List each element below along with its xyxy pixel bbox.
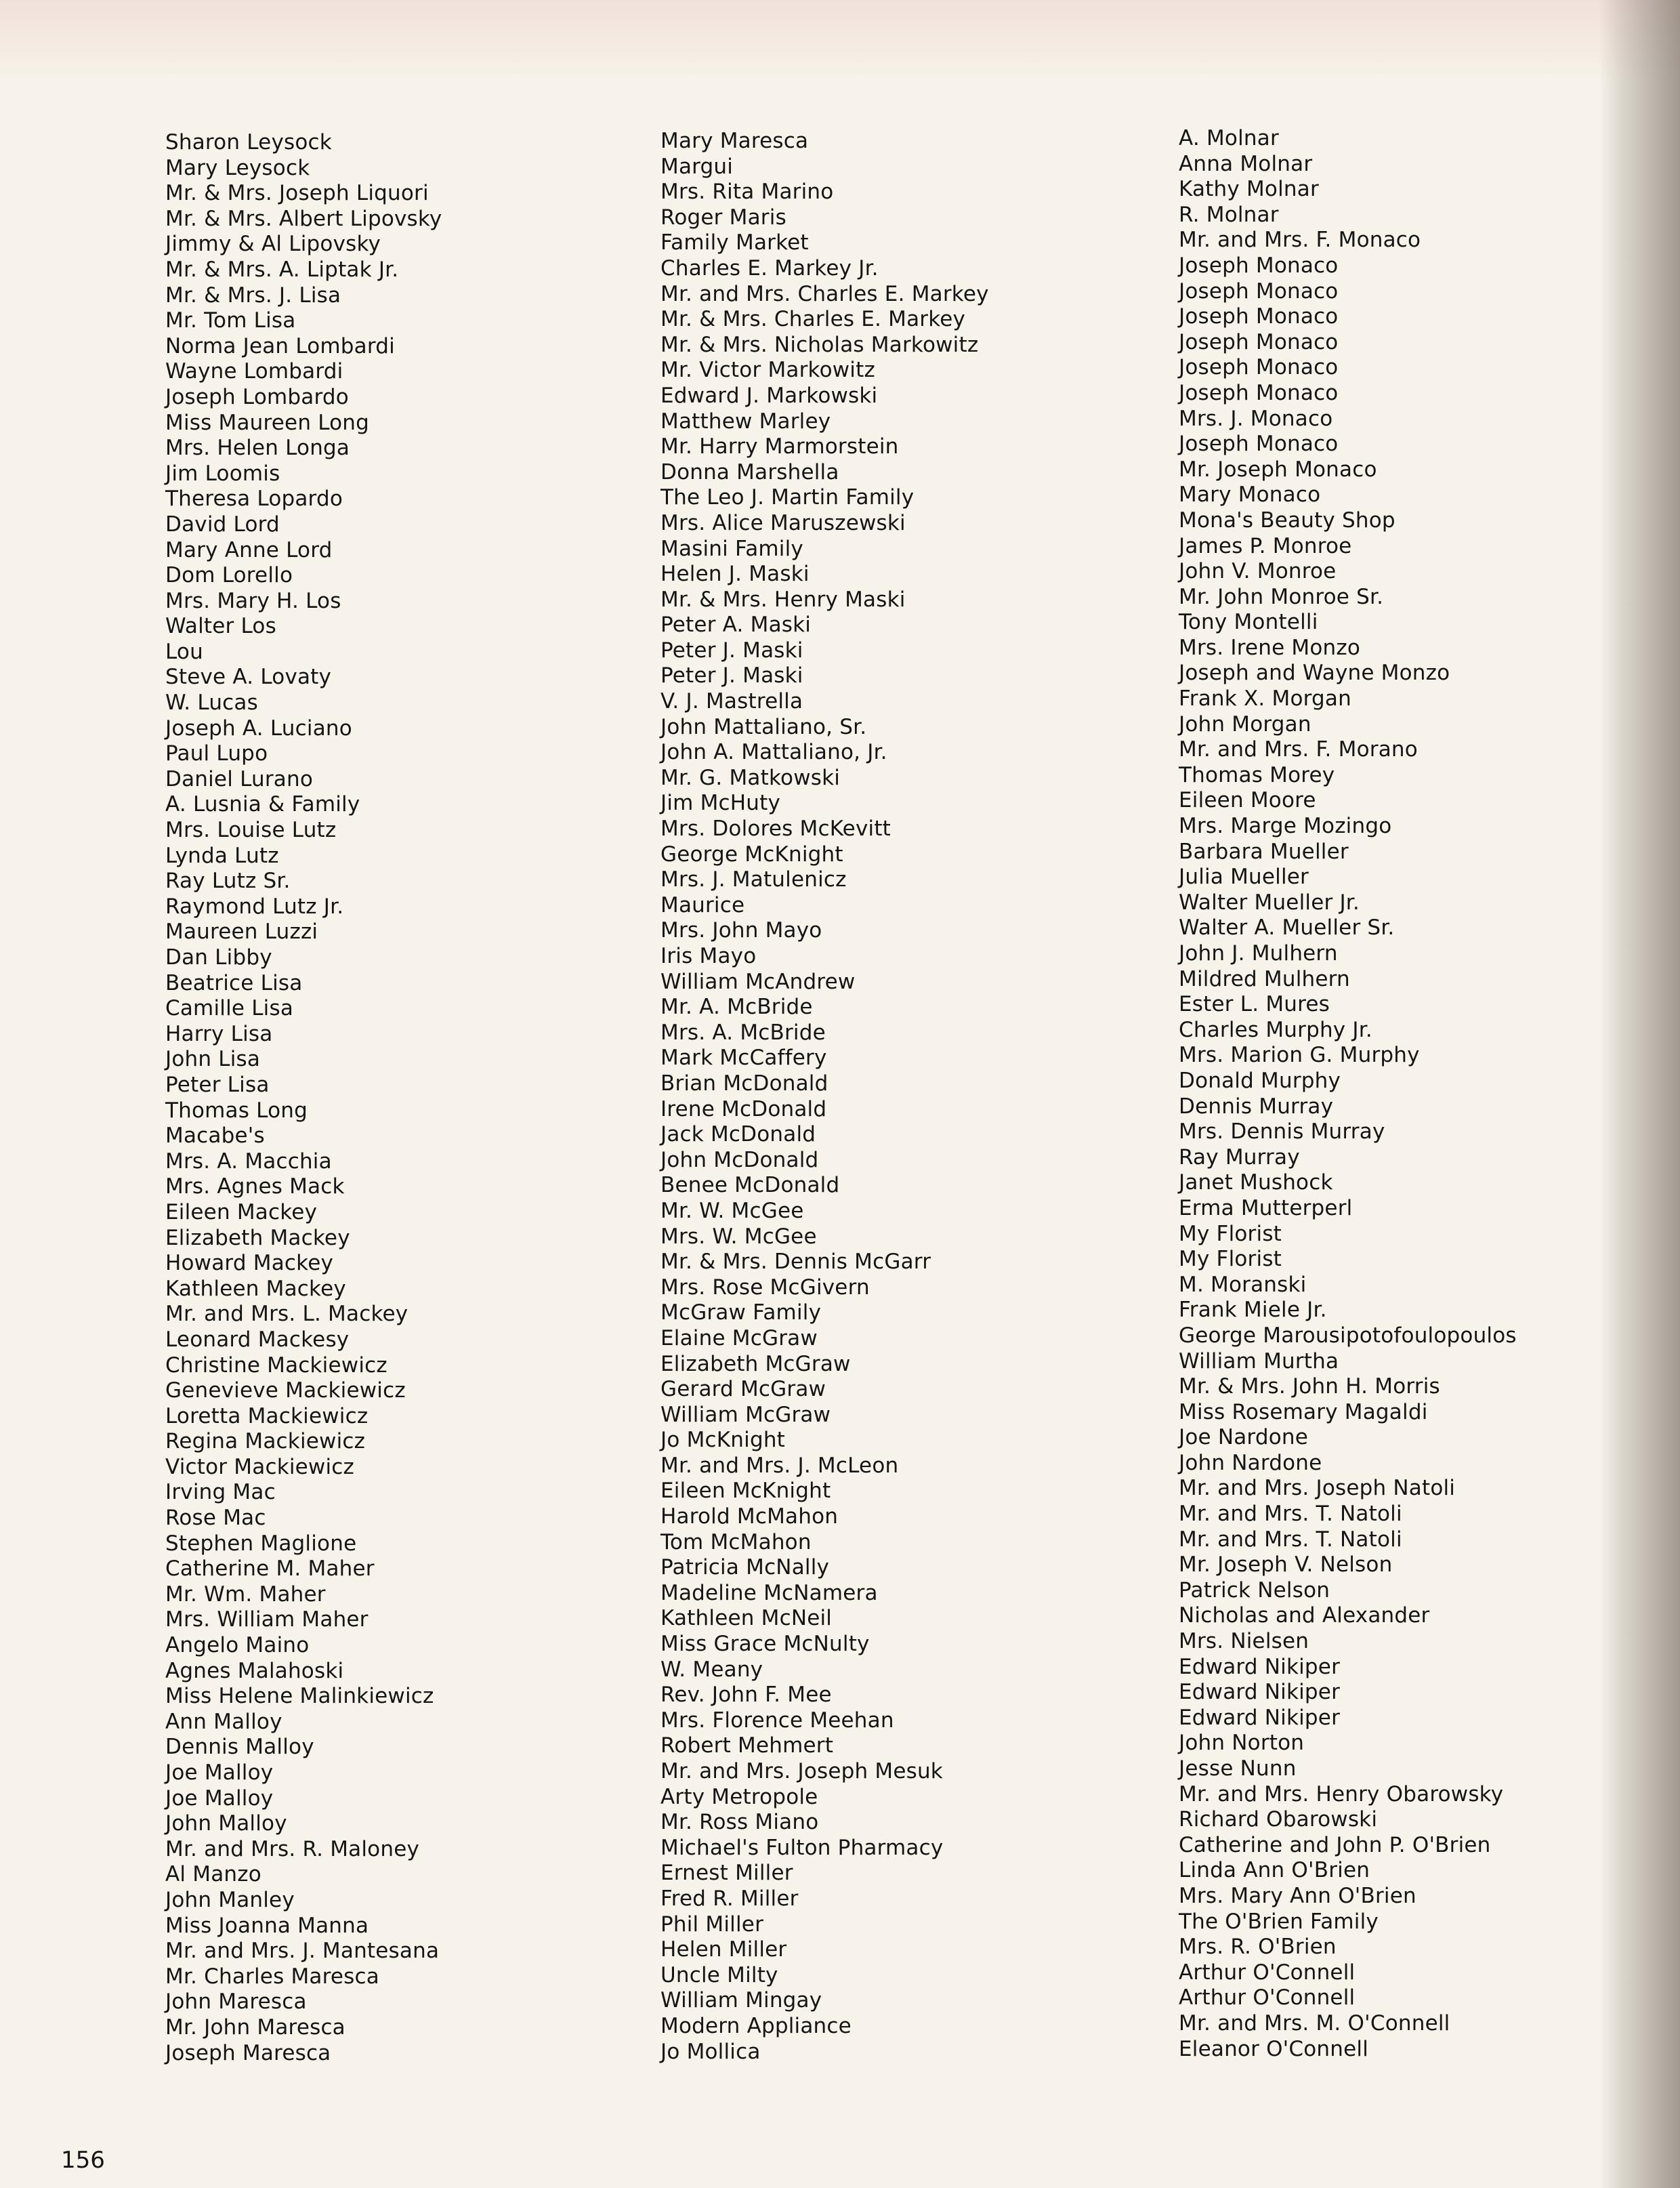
name-entry: Mrs. John Mayo (660, 918, 822, 943)
name-entry: Ray Lutz Sr. (165, 869, 291, 894)
name-entry: Eileen Mackey (165, 1199, 318, 1224)
name-entry: Kathy Molnar (1179, 177, 1319, 202)
name-column-2 (660, 129, 989, 2065)
name-entry: Arthur O'Connell (1179, 1985, 1356, 2010)
page-number: 156 (61, 2147, 105, 2174)
name-entry: Walter Mueller Jr. (1179, 890, 1360, 915)
name-entry: Mary Leysock (165, 155, 310, 180)
name-entry: Joseph Monaco (1179, 380, 1339, 405)
name-entry: Charles E. Markey Jr. (660, 255, 879, 281)
name-entry: Christine Mackiewicz (165, 1353, 387, 1378)
name-entry: Arthur O'Connell (1179, 1960, 1356, 1985)
name-entry: Regina Mackiewicz (165, 1429, 366, 1454)
name-entry: Mr. Joseph Monaco (1179, 457, 1377, 482)
name-entry: Matthew Marley (660, 409, 831, 434)
name-entry: John McDonald (660, 1147, 819, 1172)
name-entry: Dan Libby (165, 945, 272, 970)
name-entry: Fred R. Miller (660, 1886, 799, 1911)
name-entry: Barbara Mueller (1179, 839, 1349, 864)
name-entry: Lynda Lutz (165, 843, 279, 868)
name-entry: Miss Joanna Manna (165, 1913, 369, 1938)
name-entry: John V. Monroe (1179, 559, 1337, 584)
name-entry: John Maresca (165, 1989, 307, 2015)
name-entry: Tom McMahon (660, 1529, 812, 1554)
name-entry: Family Market (660, 230, 809, 255)
name-entry: Mrs. W. McGee (660, 1224, 817, 1249)
name-entry: Rev. John F. Mee (660, 1683, 832, 1708)
name-entry: Mr. & Mrs. A. Liptak Jr. (165, 257, 399, 282)
name-entry: George McKnight (660, 842, 843, 867)
name-entry: Loretta Mackiewicz (165, 1403, 369, 1428)
name-entry: Modern Appliance (660, 2013, 852, 2038)
name-entry: Kathleen Mackey (165, 1276, 346, 1301)
name-entry: David Lord (165, 512, 280, 537)
name-entry: Madeline McNamera (660, 1580, 878, 1605)
name-entry: Peter Lisa (165, 1072, 270, 1097)
name-entry: R. Molnar (1179, 202, 1279, 227)
name-entry: Mr. and Mrs. Henry Obarowsky (1179, 1781, 1504, 1807)
name-entry: Angelo Maino (165, 1633, 310, 1658)
name-entry: Eleanor O'Connell (1179, 2036, 1369, 2061)
name-entry: Mr. & Mrs. Dennis McGarr (660, 1250, 931, 1275)
name-entry: Dennis Malloy (165, 1735, 314, 1760)
name-entry: Mrs. Mary Ann O'Brien (1179, 1883, 1416, 1908)
name-entry: Joseph Lombardo (165, 384, 349, 409)
name-entry: Eileen McKnight (660, 1479, 831, 1504)
name-entry: Mrs. Helen Longa (165, 436, 350, 461)
name-entry: Mrs. Marge Mozingo (1179, 814, 1392, 839)
name-entry: Catherine M. Maher (165, 1556, 375, 1582)
name-entry: Joseph Monaco (1179, 253, 1339, 278)
name-entry: Mr. & Mrs. Nicholas Markowitz (660, 332, 979, 357)
name-entry: Kathleen McNeil (660, 1606, 833, 1631)
name-entry: Jim McHuty (660, 791, 781, 816)
name-entry: My Florist (1179, 1247, 1282, 1272)
name-entry: Michael's Fulton Pharmacy (660, 1835, 944, 1860)
name-entry: John Mattaliano, Sr. (660, 714, 867, 739)
name-entry: Mrs. William Maher (165, 1607, 369, 1632)
name-entry: Peter A. Maski (660, 613, 812, 638)
name-entry: Joe Nardone (1179, 1425, 1308, 1450)
name-entry: Mona's Beauty Shop (1179, 508, 1395, 533)
name-entry: William McGraw (660, 1402, 831, 1427)
name-entry: Mr. and Mrs. Joseph Mesuk (660, 1759, 943, 1783)
name-entry: Charles Murphy Jr. (1179, 1017, 1372, 1042)
name-entry: Frank X. Morgan (1179, 686, 1351, 711)
name-entry: John Lisa (165, 1047, 261, 1072)
name-entry: Joe Malloy (165, 1760, 274, 1785)
name-entry: George Marousipotofoulopoulos (1179, 1323, 1517, 1348)
name-entry: Leonard Mackesy (165, 1327, 350, 1352)
name-entry: William McAndrew (660, 969, 856, 994)
name-entry: Mrs. J. Monaco (1179, 406, 1333, 431)
name-entry: W. Lucas (165, 690, 258, 716)
name-entry: William Mingay (660, 1988, 822, 2013)
name-entry: M. Moranski (1179, 1272, 1307, 1297)
name-entry: Joseph A. Luciano (165, 716, 352, 741)
name-entry: Joseph Monaco (1179, 304, 1339, 329)
name-entry: Thomas Morey (1179, 762, 1335, 787)
name-entry: Elizabeth Mackey (165, 1225, 350, 1250)
name-entry: Beatrice Lisa (165, 970, 303, 995)
name-entry: Benee McDonald (660, 1173, 840, 1198)
name-entry: Ernest Miller (660, 1861, 793, 1886)
name-entry: Mr. Charles Maresca (165, 1964, 379, 1989)
name-entry: Edward Nikiper (1179, 1654, 1341, 1679)
name-entry: Iris Mayo (660, 944, 757, 968)
name-entry: Robert Mehmert (660, 1733, 834, 1758)
name-entry: McGraw Family (660, 1300, 822, 1325)
name-entry: Peter J. Maski (660, 663, 803, 688)
name-entry: Patrick Nelson (1179, 1577, 1330, 1603)
name-entry: Walter A. Mueller Sr. (1179, 915, 1395, 941)
name-entry: Raymond Lutz Jr. (165, 894, 344, 919)
name-entry: James P. Monroe (1179, 533, 1352, 558)
name-entry: Mr. and Mrs. T. Natoli (1179, 1502, 1402, 1527)
name-entry: Mr. and Mrs. F. Morano (1179, 737, 1418, 762)
name-entry: Frank Miele Jr. (1179, 1298, 1327, 1323)
name-entry: Walter Los (165, 614, 276, 639)
name-entry: Janet Mushock (1179, 1170, 1333, 1195)
name-entry: Mrs. Dolores McKevitt (660, 817, 891, 842)
name-entry: Mr. & Mrs. Albert Lipovsky (165, 206, 442, 231)
name-entry: Roger Maris (660, 205, 786, 230)
name-entry: Daniel Lurano (165, 766, 313, 791)
name-entry: Brian McDonald (660, 1071, 828, 1096)
name-entry: Mr. & Mrs. Henry Maski (660, 587, 906, 612)
name-entry: Mrs. Louise Lutz (165, 818, 337, 843)
name-entry: Jim Loomis (165, 461, 280, 486)
name-entry: Jesse Nunn (1179, 1756, 1297, 1781)
name-entry: Mr. and Mrs. J. McLeon (660, 1453, 899, 1478)
name-entry: Jack McDonald (660, 1122, 816, 1147)
name-entry: Helen J. Maski (660, 562, 810, 587)
name-entry: Victor Mackiewicz (165, 1454, 355, 1479)
name-entry: Camille Lisa (165, 996, 294, 1021)
name-entry: Mrs. Nielsen (1179, 1629, 1309, 1654)
name-entry: Mr. and Mrs. Joseph Natoli (1179, 1476, 1456, 1501)
name-entry: Rose Mac (165, 1506, 266, 1531)
name-entry: Arty Metropole (660, 1784, 818, 1809)
name-entry: Macabe's (165, 1123, 265, 1149)
name-entry: William Murtha (1179, 1348, 1339, 1374)
name-entry: Mrs. Florence Meehan (660, 1708, 894, 1733)
name-entry: Dom Lorello (165, 563, 293, 588)
name-entry: Mr. Harry Marmorstein (660, 434, 899, 459)
name-entry: Mr. Victor Markowitz (660, 358, 875, 383)
name-entry: Mr. and Mrs. Charles E. Markey (660, 281, 989, 306)
name-entry: Joe Malloy (165, 1786, 274, 1811)
name-entry: Mr. and Mrs. L. Mackey (165, 1302, 408, 1327)
name-entry: Joseph Monaco (1179, 278, 1339, 304)
name-entry: Nicholas and Alexander (1179, 1603, 1430, 1628)
name-entry: Mr. A. McBride (660, 995, 813, 1020)
name-entry: Mr. Joseph V. Nelson (1179, 1552, 1393, 1577)
name-entry: Joseph Monaco (1179, 329, 1339, 354)
name-entry: John Malloy (165, 1811, 287, 1836)
name-entry: Mrs. A. McBride (660, 1020, 826, 1045)
name-entry: Mr. and Mrs. F. Monaco (1179, 228, 1421, 253)
name-entry: Peter J. Maski (660, 638, 803, 663)
name-entry: Mr. G. Matkowski (660, 765, 841, 790)
name-entry: Mary Anne Lord (165, 537, 333, 562)
name-entry: Catherine and John P. O'Brien (1179, 1832, 1491, 1857)
name-entry: John A. Mattaliano, Jr. (660, 740, 887, 765)
name-entry: Irving Mac (165, 1480, 276, 1505)
name-entry: Edward Nikiper (1179, 1705, 1341, 1730)
name-entry: Irene McDonald (660, 1096, 827, 1121)
name-entry: Richard Obarowski (1179, 1807, 1378, 1832)
name-entry: Miss Rosemary Magaldi (1179, 1399, 1428, 1424)
name-entry: Edward J. Markowski (660, 383, 878, 408)
name-entry: Mr. & Mrs. Charles E. Markey (660, 307, 966, 332)
name-entry: Mr. Ross Miano (660, 1810, 819, 1835)
name-entry: Norma Jean Lombardi (165, 333, 395, 358)
name-entry: Mrs. Rose McGivern (660, 1275, 870, 1300)
name-entry: Jo Mollica (660, 2039, 761, 2064)
name-entry: Paul Lupo (165, 741, 268, 766)
name-entry: John J. Mulhern (1179, 941, 1338, 966)
name-entry: Ann Malloy (165, 1709, 282, 1734)
name-column-1 (165, 130, 442, 2066)
name-entry: Dennis Murray (1179, 1094, 1334, 1119)
name-entry: A. Lusnia & Family (165, 792, 360, 817)
name-entry: John Morgan (1179, 711, 1311, 737)
name-entry: Gerard McGraw (660, 1377, 826, 1402)
name-entry: Edward Nikiper (1179, 1680, 1341, 1705)
name-entry: Wayne Lombardi (165, 359, 343, 384)
name-entry: Mr. & Mrs. John H. Morris (1179, 1374, 1440, 1399)
name-entry: Ray Murray (1179, 1144, 1300, 1170)
name-entry: Joseph Monaco (1179, 355, 1339, 380)
name-entry: Lou (165, 639, 203, 664)
name-entry: W. Meany (660, 1657, 763, 1682)
name-entry: Mr. Wm. Maher (165, 1582, 326, 1607)
name-entry: Al Manzo (165, 1862, 261, 1887)
name-entry: Donna Marshella (660, 459, 839, 484)
name-entry: Mr. and Mrs. T. Natoli (1179, 1527, 1402, 1552)
name-entry: Stephen Maglione (165, 1531, 357, 1556)
name-entry: Donald Murphy (1179, 1068, 1341, 1093)
name-entry: Mr. and Mrs. J. Mantesana (165, 1939, 440, 1964)
name-entry: My Florist (1179, 1221, 1282, 1246)
name-entry: John Manley (165, 1887, 295, 1912)
name-entry: Miss Maureen Long (165, 410, 370, 435)
name-entry: Harold McMahon (660, 1504, 839, 1529)
name-entry: The Leo J. Martin Family (660, 485, 915, 510)
name-entry: Mark McCaffery (660, 1046, 827, 1071)
name-entry: Phil Miller (660, 1912, 764, 1937)
name-entry: Julia Mueller (1179, 865, 1309, 890)
name-column-3 (1179, 126, 1517, 2062)
name-entry: A. Molnar (1179, 126, 1279, 150)
name-entry: Jimmy & Al Lipovsky (165, 232, 381, 257)
name-entry: V. J. Mastrella (660, 689, 803, 714)
name-entry: John Nardone (1179, 1450, 1322, 1475)
name-entry: Mr. & Mrs. Joseph Liquori (165, 181, 429, 206)
name-entry: Joseph and Wayne Monzo (1179, 661, 1450, 686)
name-entry: Mrs. Alice Maruszewski (660, 510, 906, 535)
name-entry: Steve A. Lovaty (165, 665, 332, 690)
name-entry: Agnes Malahoski (165, 1658, 344, 1683)
name-entry: Harry Lisa (165, 1021, 273, 1046)
name-entry: Mr. W. McGee (660, 1198, 804, 1223)
name-entry: Mrs. A. Macchia (165, 1149, 332, 1174)
name-entry: The O'Brien Family (1179, 1909, 1379, 1934)
name-entry: Helen Miller (660, 1937, 787, 1962)
name-entry: Margui (660, 154, 734, 179)
name-entry: Mr. John Maresca (165, 2015, 345, 2040)
name-entry: Mr. Tom Lisa (165, 308, 296, 333)
name-entry: Mary Maresca (660, 129, 809, 153)
name-entry: Sharon Leysock (165, 130, 332, 154)
name-entry: Mrs. Agnes Mack (165, 1174, 345, 1199)
name-entry: Miss Helene Malinkiewicz (165, 1684, 434, 1709)
name-entry: Masini Family (660, 536, 803, 561)
name-entry: Ester L. Mures (1179, 992, 1330, 1017)
name-entry: Mrs. R. O'Brien (1179, 1935, 1337, 1960)
name-entry: Mr. John Monroe Sr. (1179, 584, 1384, 609)
name-entry: Mr. and Mrs. R. Maloney (165, 1836, 420, 1861)
name-entry: Maurice (660, 892, 745, 917)
name-entry: Miss Grace McNulty (660, 1632, 870, 1657)
name-entry: Mrs. Dennis Murray (1179, 1119, 1385, 1144)
name-entry: Mrs. Marion G. Murphy (1179, 1043, 1420, 1068)
name-entry: Howard Mackey (165, 1251, 334, 1276)
name-entry: Erma Mutterperl (1179, 1195, 1353, 1220)
name-entry: Elaine McGraw (660, 1325, 818, 1350)
name-entry: Theresa Lopardo (165, 487, 343, 512)
name-entry: Linda Ann O'Brien (1179, 1858, 1370, 1883)
name-entry: Tony Montelli (1179, 610, 1318, 635)
name-entry: John Norton (1179, 1731, 1305, 1756)
name-entry: Patricia McNally (660, 1555, 830, 1580)
name-entry: Elizabeth McGraw (660, 1351, 851, 1376)
name-entry: Thomas Long (165, 1098, 308, 1123)
name-entry: Mrs. Irene Monzo (1179, 635, 1361, 660)
name-entry: Uncle Milty (660, 1962, 778, 1987)
name-entry: Mildred Mulhern (1179, 966, 1350, 991)
name-entry: Maureen Luzzi (165, 920, 318, 945)
name-entry: Mrs. Mary H. Los (165, 588, 341, 613)
name-entry: Mrs. J. Matulenicz (660, 867, 847, 892)
name-entry: Mrs. Rita Marino (660, 180, 834, 205)
name-entry: Joseph Monaco (1179, 432, 1339, 457)
name-entry: Anna Molnar (1179, 151, 1313, 176)
name-entry: Genevieve Mackiewicz (165, 1378, 406, 1403)
name-entry: Jo McKnight (660, 1428, 786, 1453)
name-entry: Eileen Moore (1179, 788, 1316, 813)
name-entry: Mr. & Mrs. J. Lisa (165, 283, 341, 308)
name-entry: Joseph Maresca (165, 2040, 331, 2065)
name-entry: Mary Monaco (1179, 482, 1321, 508)
name-entry: Mr. and Mrs. M. O'Connell (1179, 2010, 1450, 2036)
